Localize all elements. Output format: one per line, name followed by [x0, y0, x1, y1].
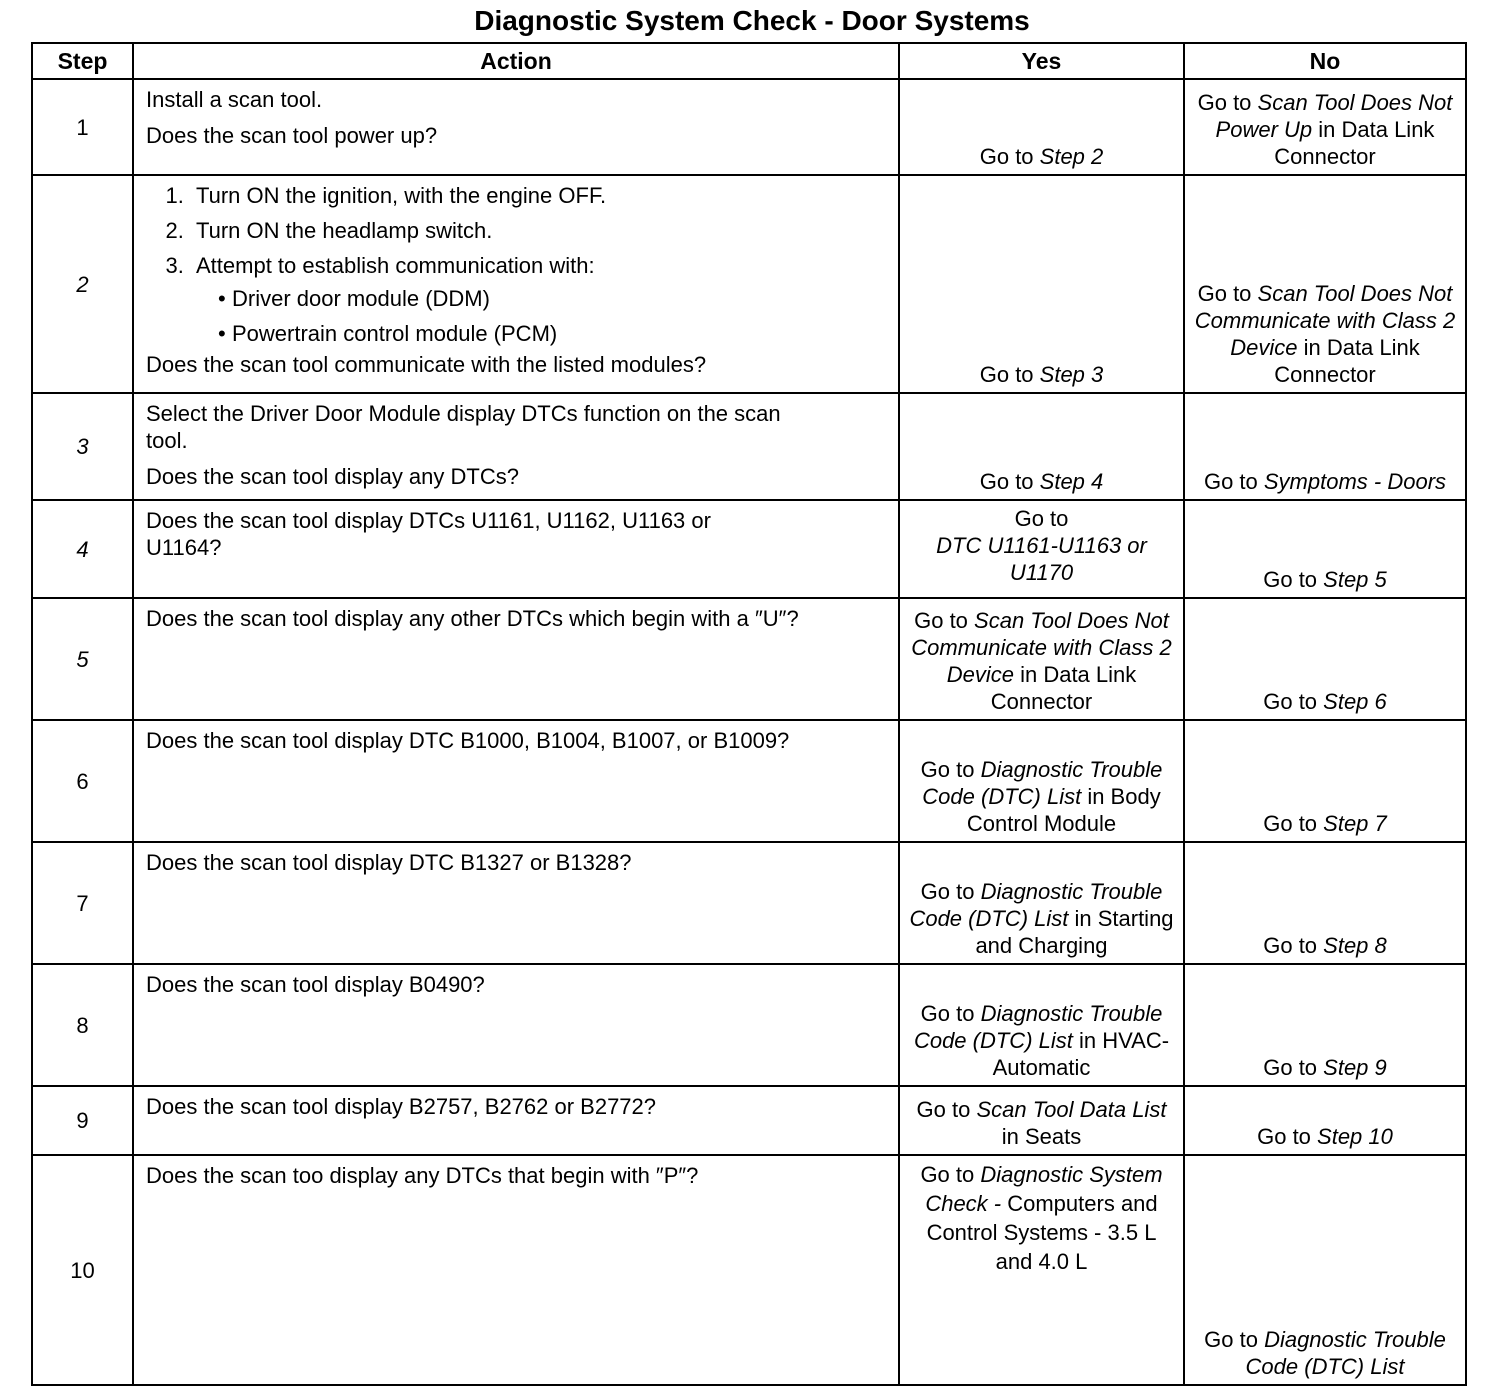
no-link[interactable]: Step 6	[1323, 689, 1387, 714]
header-yes: Yes	[899, 43, 1184, 79]
no-link[interactable]: Scan Tool Does Not Power Up	[1215, 90, 1453, 142]
action-cell	[133, 1155, 899, 1385]
yes-link[interactable]: Diagnostic Trouble Code (DTC) List	[922, 757, 1163, 809]
no-cell: Go to Scan Tool Does Not Power Up in Data Link Connector	[1184, 79, 1466, 175]
step-number: 6	[32, 720, 133, 842]
no-link[interactable]: Step 8	[1323, 933, 1387, 958]
list-item: • Powertrain control module (PCM)	[218, 320, 888, 347]
yes-cell: Go to DTC U1161-U1163 or U1170	[899, 500, 1184, 598]
no-cell: Go to Symptoms - Doors	[1184, 393, 1466, 500]
no-cell: Go to Step 7	[1184, 720, 1466, 842]
action-question: Does the scan tool display DTC B1000, B1004, B1007, or B1009?	[146, 728, 790, 753]
yes-cell: Go to Diagnostic Trouble Code (DTC) List in Body Control Module	[899, 720, 1184, 842]
step-number: 2	[32, 175, 133, 393]
step-number: 4	[32, 500, 133, 598]
yes-cell: Go to Diagnostic Trouble Code (DTC) List in Starting and Charging	[899, 842, 1184, 964]
no-cell: Go to Step 5	[1184, 500, 1466, 598]
no-cell: Go to Scan Tool Does Not Communicate with Class 2 Device in Data Link Connector	[1184, 175, 1466, 393]
page-title: Diagnostic System Check - Door Systems	[474, 5, 1030, 36]
table-row	[32, 79, 1466, 175]
yes-cell: Go to Diagnostic Trouble Code (DTC) List in HVAC-Automatic	[899, 964, 1184, 1086]
yes-link[interactable]: Scan Tool Does Not Communicate with Class 2 Device	[911, 608, 1172, 687]
action-question: Does the scan tool display DTC B1327 or B1328?	[146, 850, 632, 875]
module-bullet-list	[196, 285, 888, 347]
list-item: 2. Turn ON the headlamp switch.	[190, 217, 888, 244]
step-number: 9	[32, 1086, 133, 1155]
header-no: No	[1184, 43, 1466, 79]
list-item: 3. Attempt to establish communication with: • Driver door module (DDM) • Powertrain control module (PCM)	[190, 252, 888, 347]
yes-link[interactable]: Step 3	[1039, 362, 1104, 387]
action-question: Does the scan tool power up?	[146, 123, 438, 148]
step-number: 5	[32, 598, 133, 720]
table-row	[32, 175, 1466, 393]
yes-link[interactable]: Scan Tool Data List	[976, 1097, 1167, 1122]
diagnostic-table	[31, 42, 1467, 1386]
yes-link[interactable]: DTC U1161-U1163 or U1170	[936, 533, 1147, 585]
action-text: Install a scan tool.	[146, 87, 323, 112]
no-cell: Go to Step 10	[1184, 1086, 1466, 1155]
no-link[interactable]: Step 9	[1323, 1055, 1387, 1080]
yes-cell: Go to Step 2	[899, 79, 1184, 175]
step-number: 7	[32, 842, 133, 964]
yes-cell: Go to Scan Tool Data List in Seats	[899, 1086, 1184, 1155]
yes-cell: Go to Step 3	[899, 175, 1184, 393]
list-item: • Driver door module (DDM)	[218, 285, 888, 312]
action-step-list	[146, 182, 888, 347]
header-action: Action	[133, 43, 899, 79]
no-link[interactable]: Step 10	[1317, 1124, 1393, 1149]
yes-link[interactable]: Diagnostic Trouble Code (DTC) List	[913, 1001, 1163, 1053]
action-question: Does the scan tool display DTCs U1161, U1162, U1163 or U1164?	[146, 508, 711, 560]
table-row	[32, 1155, 1466, 1385]
action-question: Does the scan tool display B2757, B2762 or B2772?	[146, 1094, 657, 1119]
action-cell	[133, 842, 899, 964]
no-link[interactable]: Scan Tool Does Not Communicate with Class 2 Device	[1194, 281, 1456, 360]
step-number: 3	[32, 393, 133, 500]
list-item: 1. Turn ON the ignition, with the engine OFF.	[190, 182, 888, 209]
no-link[interactable]: Diagnostic Trouble Code (DTC) List	[1245, 1327, 1446, 1379]
no-cell: Go to Diagnostic Trouble Code (DTC) List	[1184, 1155, 1466, 1385]
no-cell: Go to Step 9	[1184, 964, 1466, 1086]
no-link[interactable]: Symptoms - Doors	[1263, 469, 1447, 494]
yes-cell: Go to Step 4	[899, 393, 1184, 500]
header-row	[32, 43, 1466, 79]
action-cell	[133, 964, 899, 1086]
no-cell: Go to Step 8	[1184, 842, 1466, 964]
action-cell	[133, 393, 899, 500]
table-row	[32, 720, 1466, 842]
action-question: Does the scan too display any DTCs that begin with ″P″?	[146, 1163, 699, 1188]
no-link[interactable]: Step 7	[1323, 811, 1387, 836]
action-text: Select the Driver Door Module display DTCs function on the scan tool.	[146, 401, 781, 453]
table-row	[32, 964, 1466, 1086]
action-cell	[133, 1086, 899, 1155]
no-cell: Go to Step 6	[1184, 598, 1466, 720]
table-row	[32, 842, 1466, 964]
yes-cell: Go to Scan Tool Does Not Communicate with Class 2 Device in Data Link Connector	[899, 598, 1184, 720]
table-row	[32, 393, 1466, 500]
header-step: Step	[32, 43, 133, 79]
yes-link[interactable]: Diagnostic Trouble Code (DTC) List	[909, 879, 1163, 931]
yes-link[interactable]: Step 2	[1039, 144, 1104, 169]
yes-link[interactable]: Step 4	[1039, 469, 1104, 494]
action-question: Does the scan tool display any DTCs?	[146, 464, 519, 489]
step-number: 8	[32, 964, 133, 1086]
action-cell	[133, 175, 899, 393]
table-row	[32, 500, 1466, 598]
action-question: Does the scan tool display any other DTCs which begin with a ″U″?	[146, 606, 799, 631]
step-number: 10	[32, 1155, 133, 1385]
no-link[interactable]: Step 5	[1323, 567, 1387, 592]
action-question: Does the scan tool communicate with the listed modules?	[146, 352, 707, 377]
action-cell	[133, 598, 899, 720]
table-row	[32, 1086, 1466, 1155]
table-row	[32, 598, 1466, 720]
action-cell	[133, 500, 899, 598]
action-cell	[133, 79, 899, 175]
yes-cell: Go to Diagnostic System Check - Computers and Control Systems - 3.5 L and 4.0 L	[899, 1155, 1184, 1385]
action-question: Does the scan tool display B0490?	[146, 972, 485, 997]
yes-link[interactable]: Diagnostic System Check -	[925, 1162, 1163, 1216]
step-number: 1	[32, 79, 133, 175]
action-cell	[133, 720, 899, 842]
